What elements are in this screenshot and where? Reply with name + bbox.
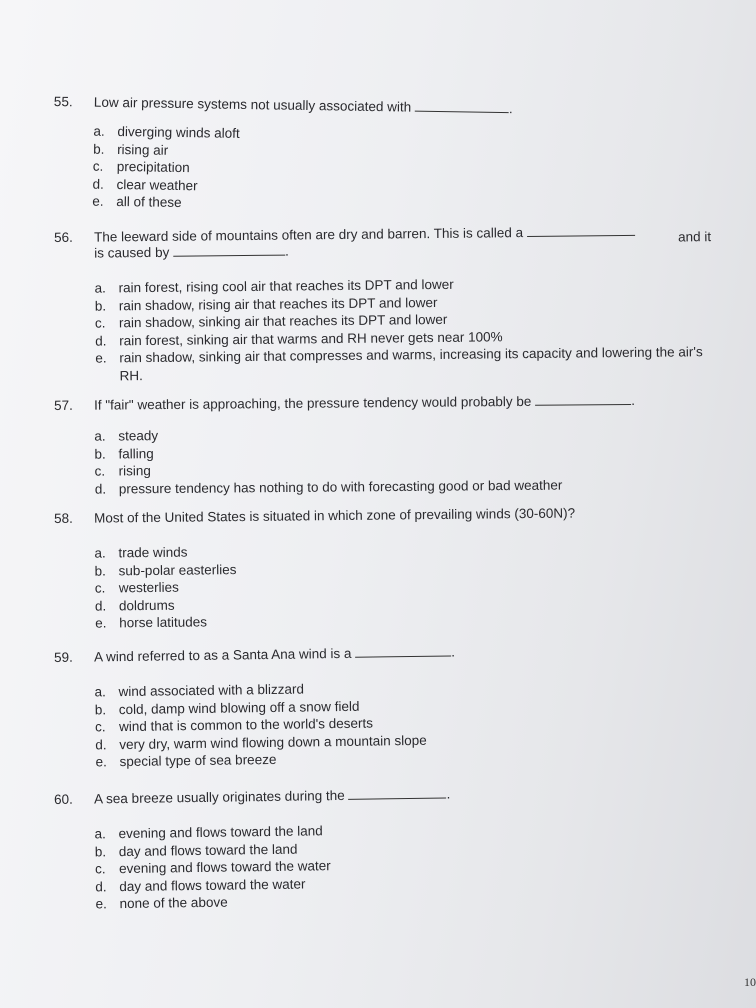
choice-list bbox=[54, 675, 735, 772]
choice-item: b. rising air bbox=[93, 141, 169, 158]
choice-item: c. rising bbox=[94, 463, 151, 479]
question-text: The leeward side of mountains often are dry and barren. This is called a is caused by . bbox=[94, 224, 654, 262]
question-number: 60. bbox=[54, 791, 73, 807]
choice-item: e. none of the above bbox=[95, 894, 228, 912]
question-text: Most of the United States is situated in which zone of prevailing winds (30-60N)? bbox=[93, 505, 576, 526]
choice-item: a. diverging winds aloft bbox=[93, 123, 240, 141]
choice-item: a. rain forest, rising cool air that reaches its DPT and lower bbox=[94, 276, 454, 296]
choice-item: d. day and flows toward the water bbox=[95, 875, 306, 894]
choice-item: d. pressure tendency has nothing to do with forecasting good or bad weather bbox=[94, 477, 563, 497]
answer-blank bbox=[527, 224, 635, 237]
answer-blank bbox=[355, 644, 451, 657]
question-55 bbox=[52, 94, 734, 220]
question-header bbox=[54, 392, 734, 414]
choice-item: c. evening and flows toward the water bbox=[94, 858, 331, 877]
question-header bbox=[54, 223, 734, 262]
answer-blank bbox=[173, 244, 285, 257]
question-number: 59. bbox=[54, 649, 73, 665]
choice-item: d. clear weather bbox=[92, 176, 198, 193]
question-60 bbox=[54, 783, 736, 914]
choice-item: b. rain shadow, rising air that reaches its DPT and lower bbox=[94, 294, 438, 314]
choice-item: a. evening and flows toward the land bbox=[94, 823, 323, 842]
question-number: 57. bbox=[54, 397, 73, 413]
question-header bbox=[54, 94, 734, 121]
choice-item: e. special type of sea breeze bbox=[95, 751, 277, 770]
question-text: A sea breeze usually originates during the . bbox=[93, 786, 451, 807]
question-57 bbox=[54, 392, 735, 498]
question-header bbox=[54, 783, 734, 808]
question-header bbox=[54, 504, 734, 527]
question-text: Low air pressure systems not usually associated with . bbox=[93, 94, 513, 117]
choice-item: b. falling bbox=[94, 445, 154, 462]
choice-list bbox=[54, 538, 735, 633]
page-number: 10 bbox=[744, 975, 756, 989]
choice-item: b. day and flows toward the land bbox=[94, 841, 298, 859]
choice-item: b. sub-polar easterlies bbox=[94, 561, 237, 579]
choice-item: a. steady bbox=[94, 428, 159, 444]
choice-list bbox=[54, 422, 735, 498]
question-trailing-text: and it bbox=[678, 229, 712, 245]
choice-item: c. wind that is common to the world's deserts bbox=[94, 715, 374, 735]
question-56 bbox=[54, 223, 736, 385]
answer-blank bbox=[348, 787, 446, 800]
choice-item: e. rain shadow, sinking air that compresses and warms, increasing its capacity and lowering the air's RH. bbox=[95, 344, 703, 383]
question-number: 55. bbox=[53, 94, 73, 110]
choice-item: e. horse latitudes bbox=[95, 614, 208, 631]
choice-item: d. very dry, warm wind flowing down a mountain slope bbox=[95, 732, 427, 752]
question-58 bbox=[54, 504, 735, 633]
choice-list bbox=[55, 273, 736, 385]
choice-item: d. rain forest, sinking air that warms and RH never gets near 100% bbox=[95, 328, 503, 349]
question-text: A wind referred to as a Santa Ana wind is a . bbox=[93, 644, 456, 665]
choice-item: a. wind associated with a blizzard bbox=[94, 681, 305, 700]
choice-list bbox=[54, 817, 735, 914]
question-header bbox=[54, 641, 734, 666]
choice-item: d. doldrums bbox=[94, 597, 175, 614]
answer-blank bbox=[535, 393, 631, 406]
question-number: 56. bbox=[54, 229, 73, 245]
choice-item: a. trade winds bbox=[94, 544, 188, 561]
choice-item: e. all of these bbox=[92, 193, 182, 211]
question-text: If "fair" weather is approaching, the pressure tendency would probably be . bbox=[93, 392, 635, 413]
choice-item: c. rain shadow, sinking air that reaches its DPT and lower bbox=[94, 311, 448, 331]
choice-list bbox=[52, 122, 733, 220]
answer-blank bbox=[415, 100, 509, 113]
choice-item: b. cold, damp wind blowing off a snow field bbox=[94, 698, 360, 717]
question-59 bbox=[54, 641, 736, 772]
choice-item: c. precipitation bbox=[92, 158, 190, 176]
question-number: 58. bbox=[54, 510, 73, 526]
choice-item: c. westerlies bbox=[94, 579, 179, 596]
